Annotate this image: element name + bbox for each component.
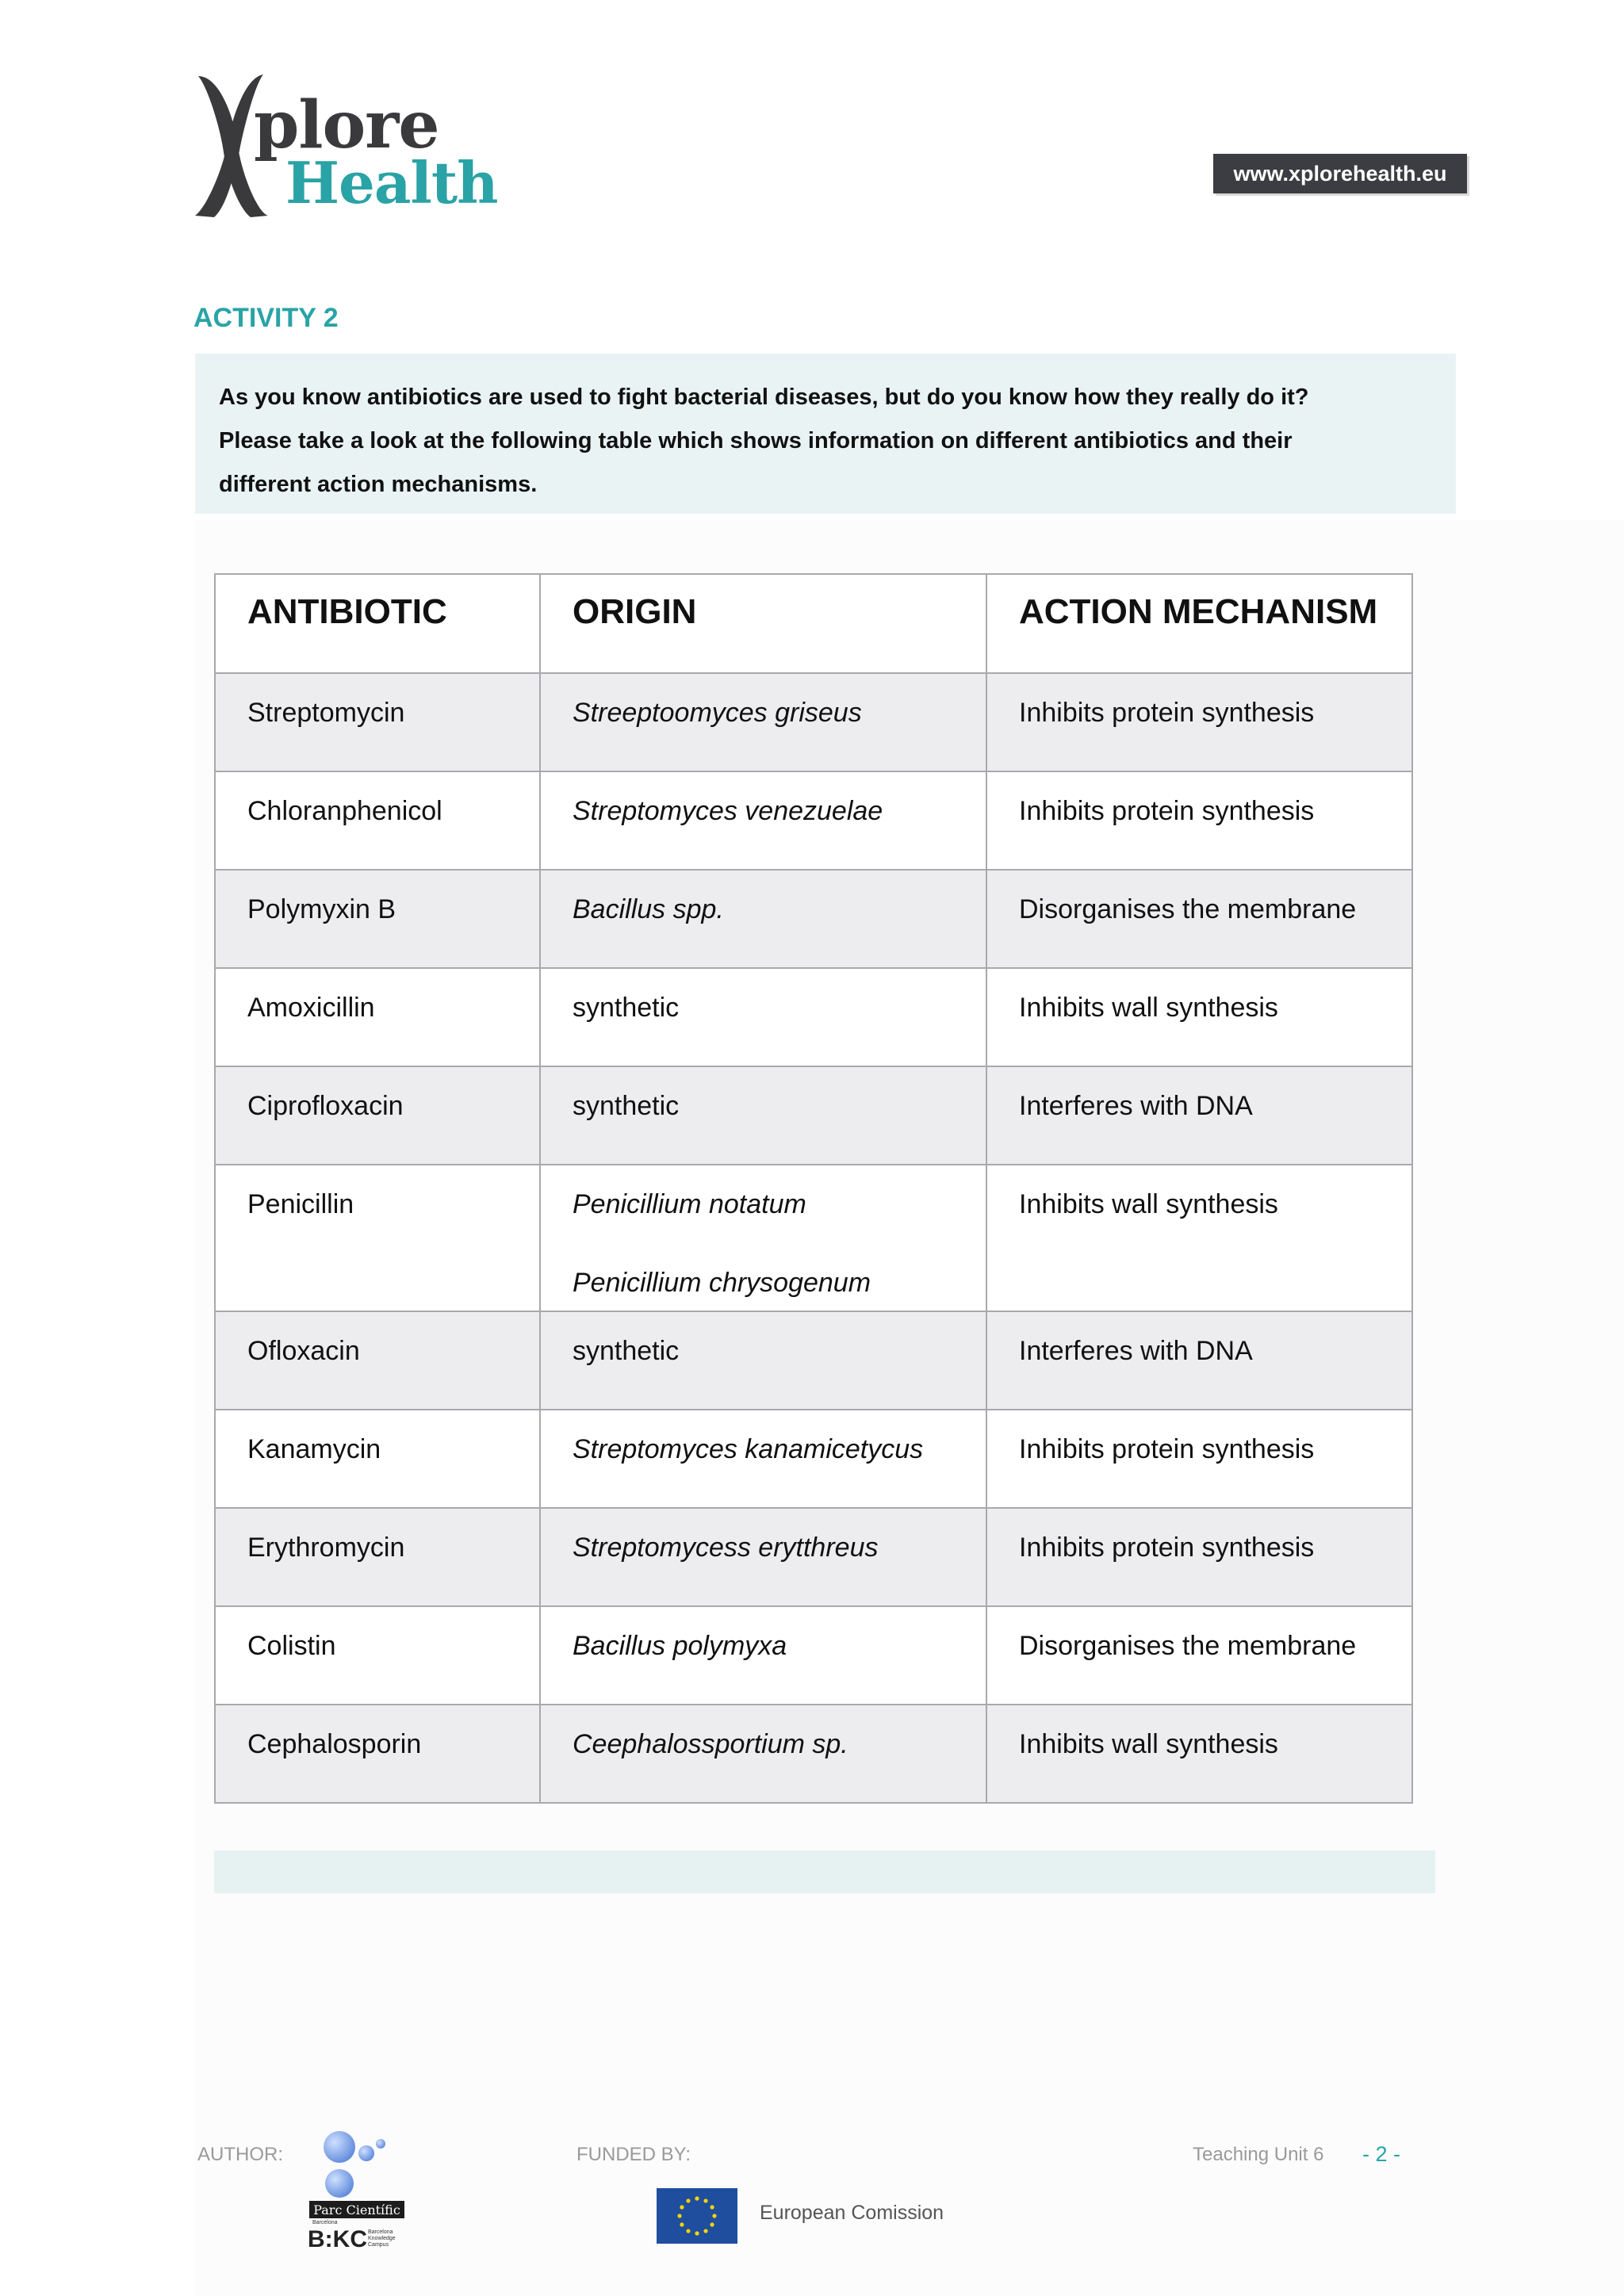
eu-star-icon xyxy=(695,2196,699,2200)
bkc-tagline xyxy=(368,2229,396,2248)
cell-action-mechanism: Inhibits protein synthesis xyxy=(986,771,1412,870)
eu-star-icon xyxy=(680,2222,684,2226)
table-body xyxy=(215,673,1412,1803)
table-row xyxy=(215,1066,1412,1165)
table-row xyxy=(215,673,1412,771)
cell-action-mechanism: Interferes with DNA xyxy=(986,1066,1412,1165)
eu-star-icon xyxy=(712,2214,716,2218)
cell-origin xyxy=(540,771,986,870)
bkc-tagline-line: Knowledge xyxy=(368,2236,396,2241)
table-row xyxy=(215,1508,1412,1606)
cell-origin xyxy=(540,1311,986,1410)
origin-text: Bacillus polymyxa xyxy=(573,1631,787,1661)
cell-antibiotic: Colistin xyxy=(215,1606,540,1705)
logo-word-health: Health xyxy=(285,149,498,216)
header-action-mechanism: ACTION MECHANISM xyxy=(986,574,1412,673)
bkc-tagline-line: Barcelona xyxy=(368,2229,393,2235)
cell-origin xyxy=(540,1508,986,1606)
table-row xyxy=(215,870,1412,968)
table-row xyxy=(215,771,1412,870)
cell-antibiotic: Penicillin xyxy=(215,1165,540,1311)
xplore-health-logo xyxy=(189,73,498,224)
cell-antibiotic: Polymyxin B xyxy=(215,870,540,968)
cell-origin xyxy=(540,673,986,771)
parc-cientific-label: Parc Científic xyxy=(309,2201,404,2218)
funded-by-label: FUNDED BY: xyxy=(576,2144,691,2165)
logo-word-plore: plore xyxy=(254,87,439,163)
bkc-tagline-line: Campus xyxy=(368,2242,389,2248)
eu-flag-icon xyxy=(657,2188,737,2244)
eu-star-icon xyxy=(710,2205,714,2209)
eu-star-icon xyxy=(686,2198,690,2202)
cell-origin xyxy=(540,1606,986,1705)
cell-action-mechanism: Disorganises the membrane xyxy=(986,870,1412,968)
cell-antibiotic: Kanamycin xyxy=(215,1410,540,1508)
cell-action-mechanism: Inhibits wall synthesis xyxy=(986,968,1412,1066)
cell-origin xyxy=(540,870,986,968)
bubble-icon xyxy=(325,2169,354,2198)
activity-title: ACTIVITY 2 xyxy=(193,303,339,333)
origin-text: synthetic xyxy=(573,1091,680,1121)
answer-strip xyxy=(214,1850,1435,1893)
table-row xyxy=(215,1311,1412,1410)
origin-text: Penicillium notatum xyxy=(573,1189,806,1219)
european-commission-label: European Comission xyxy=(760,2202,944,2224)
header-antibiotic: ANTIBIOTIC xyxy=(215,574,540,673)
table-row xyxy=(215,1165,1412,1311)
eu-star-icon xyxy=(695,2231,699,2235)
origin-text: Streptomyces venezuelae xyxy=(573,796,883,826)
cell-origin xyxy=(540,1705,986,1803)
cell-action-mechanism: Inhibits wall synthesis xyxy=(986,1165,1412,1311)
bubble-icon xyxy=(376,2139,385,2149)
cell-origin xyxy=(540,1410,986,1508)
cell-action-mechanism: Inhibits protein synthesis xyxy=(986,1410,1412,1508)
intro-box xyxy=(195,354,1456,514)
antibiotics-table xyxy=(214,573,1413,1804)
cell-origin xyxy=(540,1165,986,1311)
origin-text: Streeptoomyces griseus xyxy=(573,698,862,728)
parc-cientific-logo xyxy=(306,2125,409,2260)
table-row xyxy=(215,1705,1412,1803)
bubble-icon xyxy=(358,2145,374,2161)
cell-antibiotic: Erythromycin xyxy=(215,1508,540,1606)
cell-antibiotic: Cephalosporin xyxy=(215,1705,540,1803)
origin-text: Streptomycess erytthreus xyxy=(573,1533,879,1563)
intro-line: Please take a look at the following table which shows information on different antibiotics and their xyxy=(219,428,1293,453)
cell-antibiotic: Ofloxacin xyxy=(215,1311,540,1410)
cell-origin xyxy=(540,968,986,1066)
website-url-badge[interactable]: www.xplorehealth.eu xyxy=(1213,154,1467,193)
eu-star-icon xyxy=(686,2229,690,2233)
parc-cientific-sub: Barcelona xyxy=(312,2220,338,2225)
eu-star-icon xyxy=(677,2214,681,2218)
origin-text: synthetic xyxy=(573,1336,680,1366)
eu-star-icon xyxy=(703,2198,707,2202)
bubble-icon xyxy=(324,2131,355,2163)
table-row xyxy=(215,1410,1412,1508)
header-origin: ORIGIN xyxy=(540,574,986,673)
eu-star-icon xyxy=(680,2205,684,2209)
cell-antibiotic: Amoxicillin xyxy=(215,968,540,1066)
origin-text: synthetic xyxy=(573,993,680,1023)
eu-star-icon xyxy=(710,2222,714,2226)
eu-star-icon xyxy=(703,2229,707,2233)
cell-antibiotic: Chloranphenicol xyxy=(215,771,540,870)
table-header-row xyxy=(215,574,1412,673)
author-label: AUTHOR: xyxy=(197,2144,283,2165)
table-row xyxy=(215,1606,1412,1705)
intro-line: As you know antibiotics are used to fight bacterial diseases, but do you know how they really do it? xyxy=(219,385,1309,410)
origin-text: Bacillus spp. xyxy=(573,894,724,924)
cell-action-mechanism: Inhibits protein synthesis xyxy=(986,1508,1412,1606)
origin-text: Streptomyces kanamicetycus xyxy=(573,1434,924,1464)
cell-antibiotic: Streptomycin xyxy=(215,673,540,771)
cell-action-mechanism: Disorganises the membrane xyxy=(986,1606,1412,1705)
origin-text: Ceephalossportium sp. xyxy=(573,1729,848,1759)
teaching-unit-label: Teaching Unit 6 xyxy=(1193,2144,1324,2165)
table-row xyxy=(215,968,1412,1066)
cell-action-mechanism: Inhibits wall synthesis xyxy=(986,1705,1412,1803)
cell-action-mechanism: Interferes with DNA xyxy=(986,1311,1412,1410)
intro-line: different action mechanisms. xyxy=(219,472,538,497)
bkc-logo-text: B:KC xyxy=(308,2226,367,2252)
cell-action-mechanism: Inhibits protein synthesis xyxy=(986,673,1412,771)
page-number: - 2 - xyxy=(1362,2142,1401,2166)
origin-text: Penicillium chrysogenum xyxy=(573,1268,871,1298)
cell-origin xyxy=(540,1066,986,1165)
cell-antibiotic: Ciprofloxacin xyxy=(215,1066,540,1165)
